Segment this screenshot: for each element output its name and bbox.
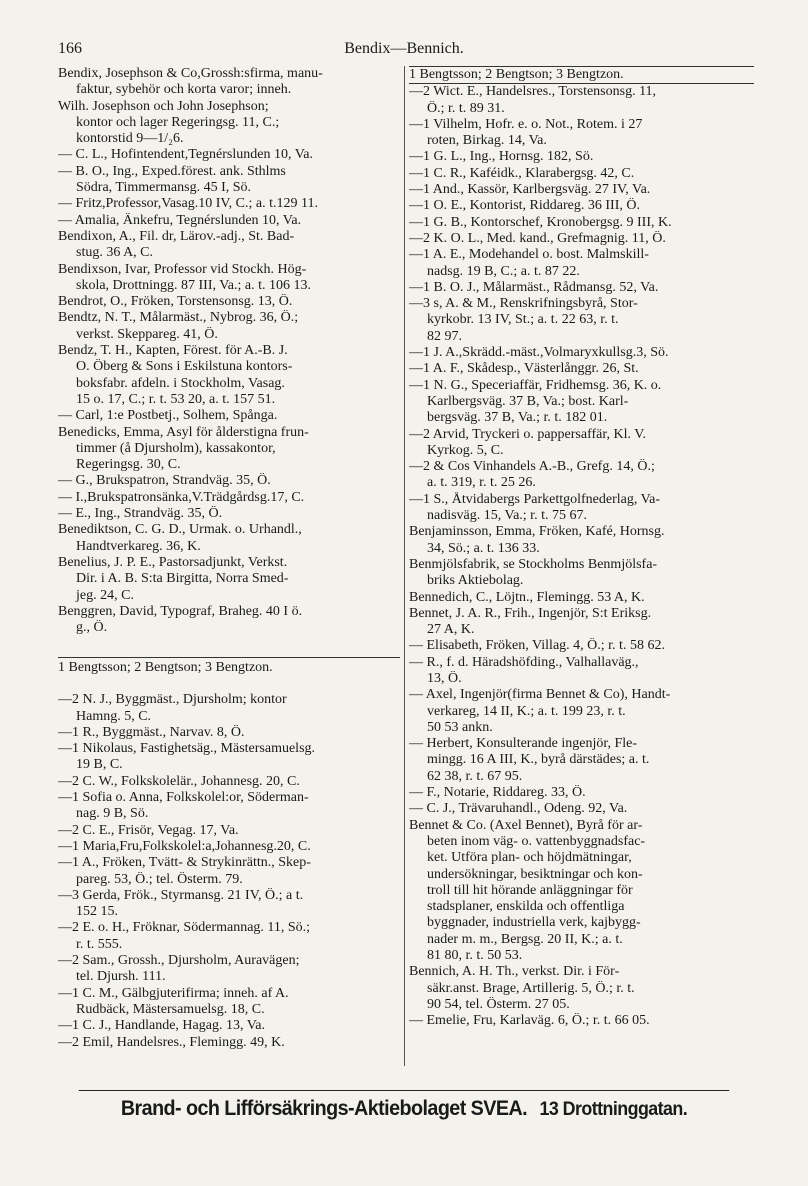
entry-line: — E., Ing., Strandväg. 35, Ö. xyxy=(58,506,223,522)
entry-line: beten inom väg- o. vattenbyggnadsfac- xyxy=(427,833,646,849)
entry-line: 90 54, tel. Österm. 27 05. xyxy=(427,996,570,1012)
entry-line xyxy=(58,636,400,652)
entry-line: Bennedich, C., Löjtn., Flemingg. 53 A, K. xyxy=(409,589,645,605)
entry-line: Bennet & Co. (Axel Bennet), Byrå för ar- xyxy=(409,817,643,833)
entry-line: nag. 9 B, Sö. xyxy=(76,806,149,822)
entry-line: Benedicks, Emma, Asyl för ålderstigna frun- xyxy=(58,424,309,440)
entry-line: —1 J. A.,Skrädd.-mäst.,Volmaryxkullsg.3, Sö. xyxy=(409,345,669,361)
entry-line: — Fritz,Professor,Vasag.10 IV, C.; a. t.129 11. xyxy=(58,196,318,212)
entry-line: faktur, sybehör och korta varor; inneh. xyxy=(76,82,292,98)
entry-line: —1 B. O. J., Målarmäst., Rådmansg. 52, Va. xyxy=(409,279,659,295)
advert-address: 13 Drottninggatan. xyxy=(539,1099,688,1120)
entry-line: —1 C. R., Kaféidk., Klarabergsg. 42, C. xyxy=(409,165,635,181)
entry-line: Södra, Timmermansg. 45 I, Sö. xyxy=(76,180,252,196)
entry-line: 82 97. xyxy=(427,328,462,344)
entry-line: —2 C. W., Folkskolelär., Johannesg. 20, C. xyxy=(58,773,300,789)
entry-line: mingg. 16 A III, K., byrå därstädes; a. t. xyxy=(427,752,650,768)
entry-line: ket. Utföra plan- och höjdmätningar, xyxy=(427,850,632,866)
entry-line: Handtverkareg. 36, K. xyxy=(76,538,201,554)
entry-line: —1 R., Byggmäst., Narvav. 8, Ö. xyxy=(58,724,245,740)
entry-line: —2 C. E., Frisör, Vegag. 17, Va. xyxy=(58,822,239,838)
entry-line: — Axel, Ingenjör(firma Bennet & Co), Handt- xyxy=(409,687,671,703)
entry-line: —2 Sam., Grossh., Djursholm, Auravägen; xyxy=(58,953,300,969)
entry-line: —3 s, A. & M., Renskrifningsbyrå, Stor- xyxy=(409,296,638,312)
entry-line: briks Aktiebolag. xyxy=(427,573,524,589)
page-header xyxy=(58,40,750,62)
entry-line: Ö.; r. t. 89 31. xyxy=(427,100,505,116)
entry-line: nadsg. 19 B, C.; a. t. 87 22. xyxy=(427,263,580,279)
entry-line: —2 Wict. E., Handelsres., Torstensonsg. 11, xyxy=(409,84,657,100)
entry-line: verkst. Skeppareg. 41, Ö. xyxy=(76,326,218,342)
entry-line: 13, Ö. xyxy=(427,670,462,686)
entry-line: Bendtz, N. T., Målarmäst., Nybrog. 36, Ö.; xyxy=(58,310,299,326)
entry-line: Benjaminsson, Emma, Fröken, Kafé, Hornsg. xyxy=(409,524,665,540)
entry-line: — Elisabeth, Fröken, Villag. 4, Ö.; r. t. 58 62. xyxy=(409,638,665,654)
advert-text: Brand- och Lifförsäkrings-Aktiebolaget SVEA. xyxy=(120,1097,528,1120)
entry-line: —3 Gerda, Frök., Styrmansg. 21 IV, Ö.; a t. xyxy=(58,887,304,903)
entry-line: boksfabr. afdeln. i Stockholm, Vasag. xyxy=(76,375,285,391)
entry-line: —1 Sofia o. Anna, Folkskolel:or, Söderman- xyxy=(58,790,309,806)
entry-line: 1 Bengtsson; 2 Bengtson; 3 Bengtzon. xyxy=(409,66,754,84)
entry-line: —2 N. J., Byggmäst., Djursholm; kontor xyxy=(58,692,287,708)
entry-line: —1 N. G., Speceriaffär, Fridhemsg. 36, K. o. xyxy=(409,377,662,393)
entry-line: troll till hit hörande anläggningar för xyxy=(427,882,633,898)
entry-line: — Emelie, Fru, Karlaväg. 6, Ö.; r. t. 66 05. xyxy=(409,1013,650,1029)
entry-line: g., Ö. xyxy=(76,620,108,636)
entry-line: — R., f. d. Häradshöfding., Valhallaväg., xyxy=(409,654,639,670)
entry-line: Benggren, David, Typograf, Braheg. 40 I ö. xyxy=(58,603,303,619)
entry-line: tel. Djursh. 111. xyxy=(76,969,166,985)
entry-line: —1 A., Fröken, Tvätt- & Strykinrättn., Skep- xyxy=(58,855,311,871)
entry-line: r. t. 555. xyxy=(76,936,123,952)
entry-line: — G., Brukspatron, Strandväg. 35, Ö. xyxy=(58,473,271,489)
entry-line: undersökningar, besiktningar och kon- xyxy=(427,866,643,882)
page-number: 166 xyxy=(58,40,82,57)
entry-line: — B. O., Ing., Exped.förest. ank. Sthlms xyxy=(58,163,286,179)
entry-line: Hamng. 5, C. xyxy=(76,708,152,724)
entry-line: 62 38, r. t. 67 95. xyxy=(427,768,523,784)
running-head: Bendix—Bennich. xyxy=(344,40,464,57)
entry-line: —1 Maria,Fru,Folkskolel:a,Johannesg.20, C. xyxy=(58,838,311,854)
entry-line: — Herbert, Konsulterande ingenjör, Fle- xyxy=(409,736,638,752)
entry-line: Wilh. Josephson och John Josephson; xyxy=(58,98,269,114)
entry-line: —1 S., Åtvidabergs Parkettgolfnederlag, Va- xyxy=(409,491,661,507)
entry-line: Bendixon, A., Fil. dr, Lärov.-adj., St. Bad- xyxy=(58,228,295,244)
entry-line: Karlbergsväg. 37 B, Va.; bost. Karl- xyxy=(427,393,629,409)
entry-line: — I.,Brukspatronsänka,V.Trädgårdsg.17, C. xyxy=(58,489,305,505)
entry-line: bergsväg. 37 B, Va.; r. t. 182 01. xyxy=(427,410,608,426)
entry-line: — Carl, 1:e Postbetj., Solhem, Spånga. xyxy=(58,408,278,424)
entry-line: Bendz, T. H., Kapten, Förest. för A.-B. J. xyxy=(58,343,288,359)
entry-line: Bendix, Josephson & Co,Grossh:sfirma, manu- xyxy=(58,66,323,81)
entry-line: —1 And., Kassör, Karlbergsväg. 27 IV, Va. xyxy=(409,182,651,198)
entry-line: Rudbäck, Mästersamuelsg. 18, C. xyxy=(76,1001,265,1017)
right-column xyxy=(409,66,754,1030)
entry-line: —1 A. E., Modehandel o. bost. Malmskill- xyxy=(409,247,649,263)
entry-line: kontorstid 9—1/₂6. xyxy=(76,131,184,147)
entry-line: —2 K. O. L., Med. kand., Grefmagnig. 11, Ö. xyxy=(409,230,666,246)
entry-line: —2 E. o. H., Fröknar, Södermannag. 11, Sö.; xyxy=(58,920,311,936)
entry-line: —1 A. F., Skådesp., Västerlånggr. 26, St. xyxy=(409,361,639,377)
entry-line: —1 C. M., Gälbgjuterifirma; inneh. af A. xyxy=(58,985,289,1001)
entry-line: 81 80, r. t. 50 53. xyxy=(427,948,523,964)
entry-line: skola, Drottningg. 87 III, Va.; a. t. 106 13. xyxy=(76,277,311,293)
entry-line: Bennich, A. H. Th., verkst. Dir. i För- xyxy=(409,964,620,980)
entry-line: 50 53 ankn. xyxy=(427,719,493,735)
entry-line: byggnader, industriella verk, kajbygg- xyxy=(427,915,641,931)
left-column xyxy=(58,66,400,1051)
entry-line: 34, Sö.; a. t. 136 33. xyxy=(427,540,540,556)
entry-line: Dir. i A. B. S:ta Birgitta, Norra Smed- xyxy=(76,571,289,587)
entry-line: —2 & Cos Vinhandels A.-B., Grefg. 14, Ö.; xyxy=(409,459,655,475)
entry-line: —1 G. B., Kontorschef, Kronobergsg. 9 III, K. xyxy=(409,214,672,230)
entry-line: nadisväg. 15, Va.; r. t. 75 67. xyxy=(427,508,587,524)
entry-line: — F., Notarie, Riddareg. 33, Ö. xyxy=(409,785,586,801)
entry-line: —1 Vilhelm, Hofr. e. o. Not., Rotem. i 27 xyxy=(409,116,643,132)
entry-line: jeg. 24, C. xyxy=(76,587,134,603)
entry-line: Benmjölsfabrik, se Stockholms Benmjölsfa- xyxy=(409,556,658,572)
footer-advert xyxy=(79,1090,729,1121)
entry-line: säkr.anst. Brage, Artillerig. 5, Ö.; r. t. xyxy=(427,980,635,996)
entry-line: —1 O. E., Kontorist, Riddareg. 36 III, Ö. xyxy=(409,198,640,214)
entry-line: 27 A, K. xyxy=(427,622,475,638)
entry-line: Benediktson, C. G. D., Urmak. o. Urhandl., xyxy=(58,522,302,538)
entry-line: Regeringsg. 30, C. xyxy=(76,457,181,473)
entry-line: 1 Bengtsson; 2 Bengtson; 3 Bengtzon. xyxy=(58,657,400,676)
entry-line: —1 Nikolaus, Fastighetsäg., Mästersamuelsg. xyxy=(58,741,316,757)
entry-line: roten, Birkag. 14, Va. xyxy=(427,133,547,149)
entry-line: kyrkobr. 13 IV, St.; a. t. 22 63, r. t. xyxy=(427,312,619,328)
entry-line: 19 B, C. xyxy=(76,757,123,773)
entry-line: a. t. 319, r. t. 25 26. xyxy=(427,475,536,491)
entry-line: 15 o. 17, C.; r. t. 53 20, a. t. 157 51. xyxy=(76,391,276,407)
entry-line: Benelius, J. P. E., Pastorsadjunkt, Verkst. xyxy=(58,554,288,570)
entry-line: 152 15. xyxy=(76,904,118,920)
entry-line: Bendixson, Ivar, Professor vid Stockh. Hög- xyxy=(58,261,307,277)
entry-line: Bendrot, O., Fröken, Torstensonsg. 13, Ö. xyxy=(58,294,293,310)
entry-line: Bennet, J. A. R., Frih., Ingenjör, S:t Eriksg. xyxy=(409,605,652,621)
entry-line: — C. J., Trävaruhandl., Odeng. 92, Va. xyxy=(409,801,628,817)
entry-line: —1 G. L., Ing., Hornsg. 182, Sö. xyxy=(409,149,594,165)
entry-line: — C. L., Hofintendent,Tegnérslunden 10, Va. xyxy=(58,147,313,163)
entry-line: —1 C. J., Handlande, Hagag. 13, Va. xyxy=(58,1018,265,1034)
entry-line: stadsplaner, enskilda och offentliga xyxy=(427,899,625,915)
entry-line: —2 Emil, Handelsres., Flemingg. 49, K. xyxy=(58,1034,285,1050)
column-divider xyxy=(404,66,405,1066)
entry-line: verkareg, 14 II, K.; a. t. 199 23, r. t. xyxy=(427,703,626,719)
entry-line: timmer (å Djursholm), kassakontor, xyxy=(76,440,276,456)
entry-line: O. Öberg & Sons i Eskilstuna kontors- xyxy=(76,359,293,375)
entry-line: kontor och lager Regeringsg. 11, C.; xyxy=(76,114,280,130)
entry-line: stug. 36 A, C. xyxy=(76,245,154,261)
entry-line: nader m. m., Bergsg. 20 II, K.; a. t. xyxy=(427,931,623,947)
entry-line: —2 Arvid, Tryckeri o. pappersaffär, Kl. V. xyxy=(409,426,647,442)
entry-line: Kyrkog. 5, C. xyxy=(427,442,504,458)
entry-line: pareg. 53, Ö.; tel. Österm. 79. xyxy=(76,871,243,887)
entry-line: — Amalia, Änkefru, Tegnérslunden 10, Va. xyxy=(58,212,302,228)
entry-line xyxy=(58,676,400,692)
